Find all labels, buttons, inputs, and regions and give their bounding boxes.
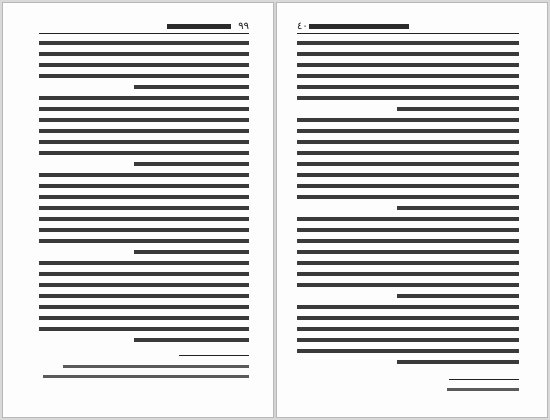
text-line: [134, 250, 250, 254]
text-line: [297, 184, 519, 188]
text-line: [39, 283, 249, 287]
text-line: [39, 228, 249, 232]
text-line: [297, 52, 519, 56]
text-line: [134, 338, 250, 342]
right-page-header: [297, 21, 519, 34]
text-line: [297, 118, 519, 122]
text-line: [297, 316, 519, 320]
text-line: [297, 305, 519, 309]
text-line: [134, 85, 250, 89]
text-line: [397, 294, 519, 298]
text-line: [297, 173, 519, 177]
text-line: [297, 217, 519, 221]
right-running-title: [309, 24, 409, 29]
text-line: [39, 272, 249, 276]
left-page-header: [39, 21, 249, 34]
text-line: [39, 151, 249, 155]
text-line: [297, 140, 519, 144]
text-line: [297, 129, 519, 133]
text-line: [297, 195, 519, 199]
text-line: [39, 74, 249, 78]
left-page-body: [39, 41, 249, 349]
text-line: [39, 63, 249, 67]
text-line: [39, 129, 249, 133]
text-line: [39, 118, 249, 122]
left-page-number: ٩٩: [238, 21, 249, 32]
text-line: [297, 283, 519, 287]
text-line: [39, 316, 249, 320]
text-line: [39, 96, 249, 100]
text-line: [39, 107, 249, 111]
text-line: [297, 272, 519, 276]
text-line: [39, 140, 249, 144]
text-line: [397, 107, 519, 111]
right-page: [276, 2, 548, 418]
left-footnote-2: [43, 375, 249, 378]
text-line: [39, 206, 249, 210]
text-line: [297, 228, 519, 232]
text-line: [39, 52, 249, 56]
left-running-title: [167, 24, 231, 29]
text-line: [297, 250, 519, 254]
text-line: [39, 217, 249, 221]
left-footnote-rule: [179, 355, 249, 356]
text-line: [297, 85, 519, 89]
text-line: [134, 162, 250, 166]
text-line: [297, 162, 519, 166]
text-line: [297, 41, 519, 45]
right-footnote-rule: [449, 379, 519, 380]
left-page: [2, 2, 274, 418]
text-line: [39, 294, 249, 298]
right-footnote-1: [447, 388, 519, 391]
text-line: [297, 261, 519, 265]
text-line: [297, 151, 519, 155]
text-line: [39, 41, 249, 45]
right-page-number: ٤٠: [297, 21, 308, 32]
text-line: [297, 74, 519, 78]
text-line: [297, 63, 519, 67]
text-line: [397, 206, 519, 210]
text-line: [39, 184, 249, 188]
text-line: [397, 360, 519, 364]
text-line: [297, 338, 519, 342]
text-line: [39, 327, 249, 331]
book-spread: [2, 2, 548, 418]
text-line: [39, 173, 249, 177]
text-line: [297, 96, 519, 100]
text-line: [297, 239, 519, 243]
text-line: [39, 305, 249, 309]
text-line: [39, 261, 249, 265]
left-footnote-1: [63, 365, 249, 368]
text-line: [39, 195, 249, 199]
text-line: [39, 239, 249, 243]
text-line: [297, 327, 519, 331]
right-page-body: [297, 41, 519, 371]
text-line: [297, 349, 519, 353]
